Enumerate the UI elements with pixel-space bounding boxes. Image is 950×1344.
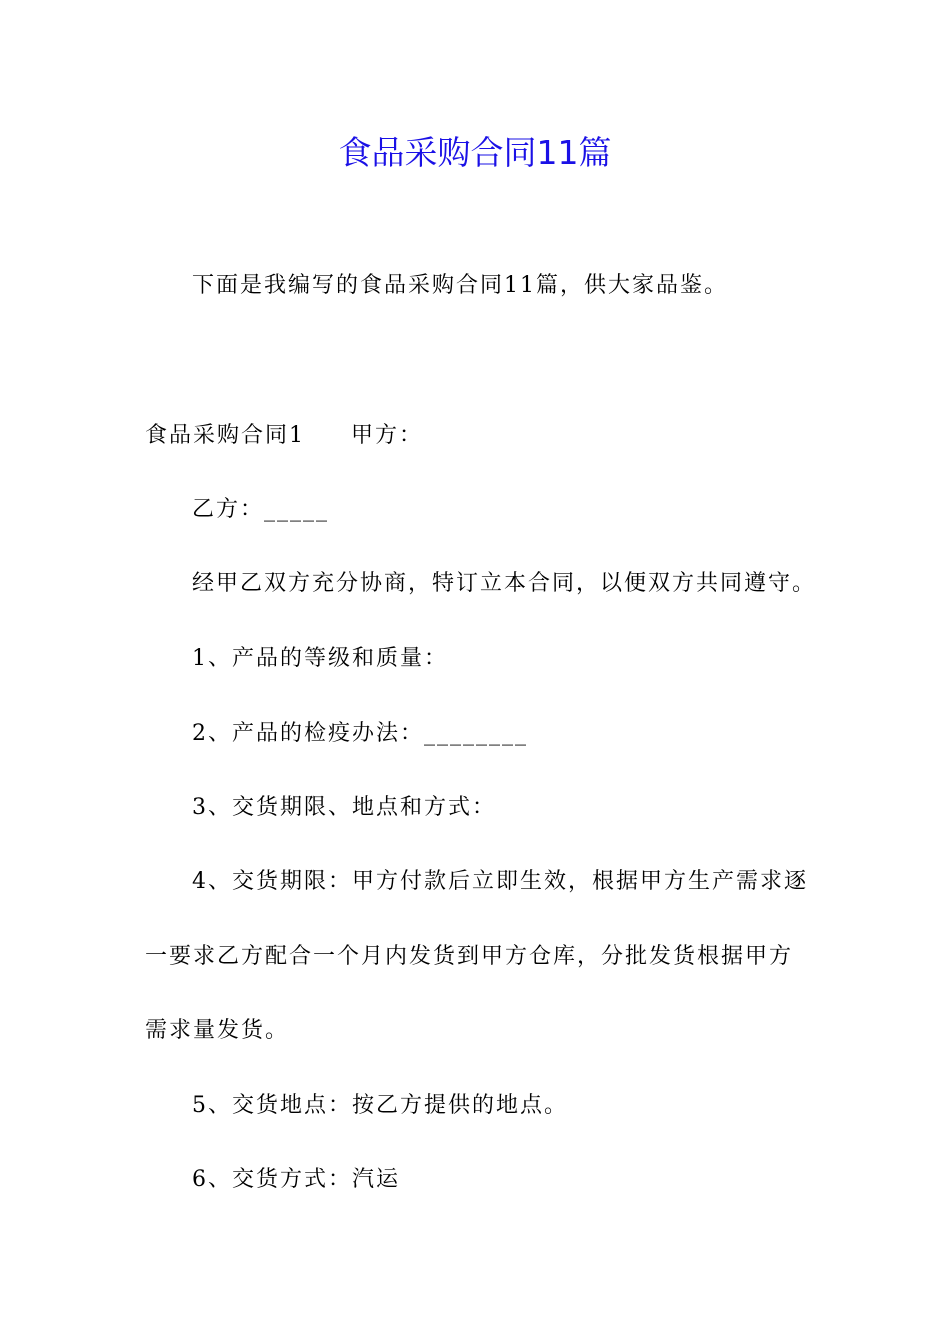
party-b-line: 乙方：_____ [192, 497, 330, 522]
clause-4-line-1: 4、交货期限：甲方付款后立即生效，根据甲方生产需求逐 [192, 869, 808, 894]
clause-5: 5、交货地点：按乙方提供的地点。 [192, 1093, 568, 1118]
clause-2: 2、产品的检疫办法：________ [192, 721, 528, 746]
clause-4-line-3: 需求量发货。 [145, 1018, 290, 1043]
clause-1: 1、产品的等级和质量： [192, 646, 448, 671]
intro-paragraph: 下面是我编写的食品采购合同11篇，供大家品鉴。 [192, 273, 728, 298]
clause-6: 6、交货方式：汽运 [192, 1167, 400, 1192]
document-title: 食品采购合同11篇 [338, 133, 612, 172]
section-heading: 食品采购合同1 [145, 423, 305, 448]
party-a-label: 甲方： [351, 423, 424, 448]
section-heading-line [145, 420, 423, 452]
clause-3: 3、交货期限、地点和方式： [192, 795, 496, 820]
clause-4-line-2: 一要求乙方配合一个月内发货到甲方仓库，分批发货根据甲方 [145, 944, 794, 969]
agreement-paragraph: 经甲乙双方充分协商，特订立本合同，以便双方共同遵守。 [192, 571, 817, 596]
